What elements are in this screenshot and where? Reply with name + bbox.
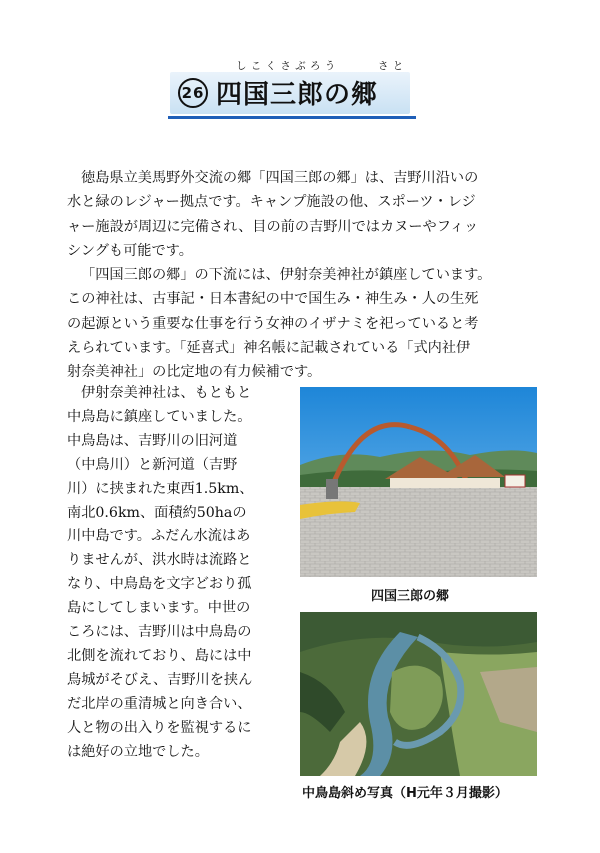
photo-1-caption: 四国三郎の郷 <box>371 589 450 604</box>
text-line: 南北0.6km、面積約50haの <box>67 504 247 521</box>
text-line: りませんが、洪水時は流路と <box>67 552 252 569</box>
title-ruby-sato: さと <box>378 60 408 72</box>
paragraph-3 <box>67 382 292 765</box>
title-text: 四国三郎の郷 <box>216 80 379 110</box>
text-line: 人と物の出入りを監視するに <box>67 719 252 736</box>
text-line: の起源という重要な仕事を行う女神のイザナミを祀っていると考 <box>67 315 479 332</box>
text-line: この神社は、古事記・日本書紀の中で国生み・神生み・人の生死 <box>67 291 479 308</box>
text-line: なり、中鳥島を文字どおり孤 <box>67 576 252 593</box>
text-line: 中鳥島に鎮座していました。 <box>67 408 252 425</box>
text-line: 徳島県立美馬野外交流の郷「四国三郎の郷」は、吉野川沿いの <box>81 170 479 186</box>
text-line: 鳥城がそびえ、吉野川を挟ん <box>67 671 253 688</box>
text-line: 「四国三郎の郷」の下流には、伊射奈美神社が鎮座しています。 <box>81 267 492 283</box>
text-line: えられています。「延喜式」神名帳に記載されている「式内社伊 <box>67 339 471 356</box>
text-line: 射奈美神社」の比定地の有力候補です。 <box>67 364 322 381</box>
text-line: 北側を流れており、島には中 <box>67 647 252 664</box>
text-line: 島にしてしまいます。中世の <box>67 600 251 617</box>
text-line: は絶好の立地でした。 <box>67 743 209 760</box>
text-line: 川）に挟まれた東西1.5km、 <box>67 480 254 497</box>
photo-shikoku-saburo-no-sato <box>300 387 537 577</box>
text-line: （中鳥川）と新河道（吉野 <box>67 456 238 473</box>
text-line: ャー施設が周辺に完備され、目の前の吉野川ではカヌーやフィッ <box>67 218 479 235</box>
text-line: 水と緑のレジャー拠点です。キャンプ施設の他、スポーツ・レジ <box>67 194 476 211</box>
text-line: シングも可能です。 <box>67 242 193 259</box>
text-line: だ北岸の重清城と向き合い、 <box>67 695 252 712</box>
text-line: 川中島です。ふだん水流はあ <box>67 528 251 545</box>
title-underline <box>168 116 416 119</box>
paragraph-1 <box>67 166 549 263</box>
title-ruby-main: しこくさぶろう <box>236 60 340 72</box>
section-number-badge: 26 <box>178 78 208 108</box>
paragraph-2 <box>67 263 549 384</box>
text-line: 伊射奈美神社は、もともと <box>81 385 252 401</box>
text-line: ころには、吉野川は中鳥島の <box>67 624 252 641</box>
photo-nakatorijima-aerial <box>300 612 537 776</box>
text-line: 中鳥島は、吉野川の旧河道 <box>67 432 238 449</box>
photo-2-caption: 中鳥島斜め写真（H元年３月撮影） <box>302 786 508 801</box>
page-title <box>178 74 378 111</box>
